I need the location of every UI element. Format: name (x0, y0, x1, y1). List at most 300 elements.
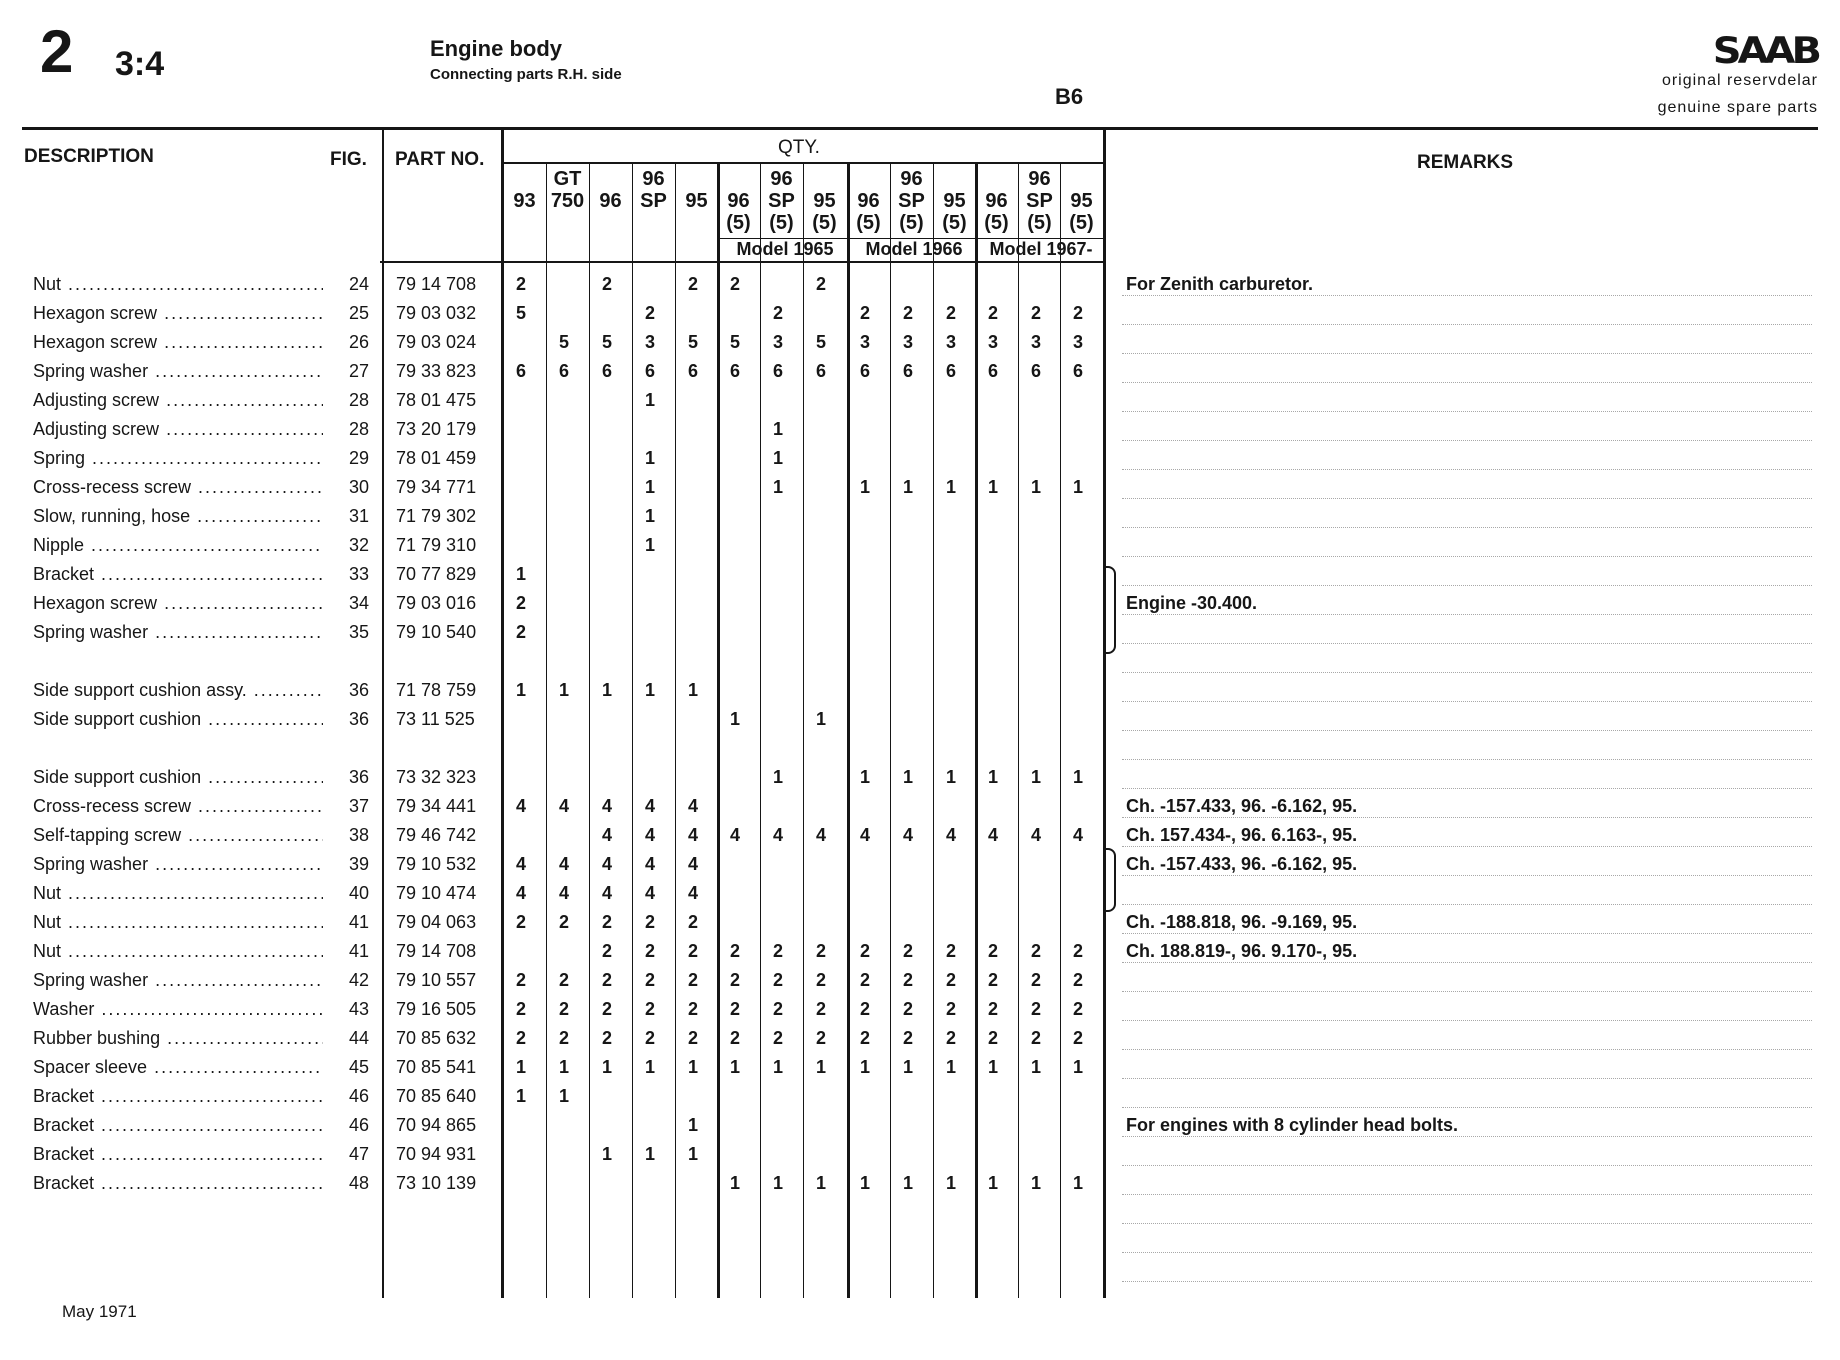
qty-cell: 1 (515, 564, 526, 584)
fig-number: 37 (348, 796, 369, 816)
qty-col-head-l3: (5) (726, 212, 751, 234)
qty-cell: 4 (558, 796, 569, 816)
qty-cell: 2 (815, 970, 826, 990)
qty-cell: 2 (1072, 303, 1083, 323)
part-number: 70 77 829 (396, 564, 477, 584)
qty-cell: 1 (687, 680, 698, 700)
fig-number: 48 (348, 1173, 369, 1193)
fig-number: 45 (348, 1057, 369, 1077)
qty-cell: 1 (601, 680, 612, 700)
qty-col-head-l1: 96 (900, 168, 923, 190)
table-row (0, 676, 1840, 705)
qty-col-head-l2: 96 (599, 190, 622, 212)
qty-cell: 2 (945, 970, 956, 990)
part-description: Hexagon screw ..... (33, 589, 323, 618)
table-row (0, 618, 1840, 647)
part-number: 79 14 708 (396, 941, 477, 961)
fig-number: 24 (348, 274, 369, 294)
remarks-guide-line (1122, 672, 1812, 673)
qty-cell: 1 (945, 1173, 956, 1193)
part-number: 79 10 474 (396, 883, 477, 903)
part-number: 79 03 016 (396, 593, 477, 613)
qty-cell: 5 (558, 332, 569, 352)
part-number: 70 85 632 (396, 1028, 477, 1048)
part-description: Nut ..... (33, 937, 323, 966)
qty-cell: 5 (687, 332, 698, 352)
qty-cell: 2 (945, 1028, 956, 1048)
qty-cell: 4 (687, 854, 698, 874)
qty-cell: 6 (815, 361, 826, 381)
part-description: Bracket ..... (33, 1111, 323, 1140)
qty-cell: 2 (729, 999, 740, 1019)
fig-number: 26 (348, 332, 369, 352)
table-row (0, 966, 1840, 995)
table-row (0, 415, 1840, 444)
saab-logo: SAAB (1712, 29, 1818, 73)
qty-cell: 2 (772, 970, 783, 990)
qty-cell: 1 (1072, 1173, 1083, 1193)
qty-cell: 1 (772, 448, 783, 468)
qty-cell: 2 (1030, 999, 1041, 1019)
part-number: 73 10 139 (396, 1173, 477, 1193)
qty-cell: 4 (815, 825, 826, 845)
qty-cell: 2 (902, 941, 913, 961)
qty-cell: 2 (987, 941, 998, 961)
qty-col-head-l2: 93 (513, 190, 536, 212)
qty-cell: 4 (601, 825, 612, 845)
part-number: 70 94 931 (396, 1144, 477, 1164)
table-row (0, 1053, 1840, 1082)
fig-number: 31 (348, 506, 369, 526)
part-description: Spring ..... (33, 444, 323, 473)
part-number: 79 16 505 (396, 999, 477, 1019)
qty-cell: 1 (902, 1173, 913, 1193)
part-number: 70 85 640 (396, 1086, 477, 1106)
qty-cell: 4 (515, 796, 526, 816)
qty-cell: 4 (772, 825, 783, 845)
qty-cell: 5 (729, 332, 740, 352)
qty-cell: 6 (601, 361, 612, 381)
qty-cell: 2 (644, 970, 655, 990)
qty-cell: 4 (644, 825, 655, 845)
qty-cell: 1 (859, 767, 870, 787)
qty-col-head-l3: (5) (1069, 212, 1094, 234)
table-row (0, 473, 1840, 502)
part-number: 79 10 540 (396, 622, 477, 642)
remark-text: Ch. -157.433, 96. -6.162, 95. (1126, 796, 1358, 816)
qty-cell: 4 (644, 883, 655, 903)
section-number: 2 (40, 18, 74, 85)
qty-cell: 1 (644, 477, 655, 497)
table-row (0, 1082, 1840, 1111)
remark-text: Ch. 157.434-, 96. 6.163-, 95. (1126, 825, 1358, 845)
part-description: Spacer sleeve ..... (33, 1053, 323, 1082)
qty-cell: 1 (687, 1057, 698, 1077)
fig-number: 47 (348, 1144, 369, 1164)
qty-cell: 4 (1030, 825, 1041, 845)
footer-date: May 1971 (62, 1302, 137, 1321)
part-number: 70 94 865 (396, 1115, 477, 1135)
qty-cell: 2 (729, 274, 740, 294)
part-number: 79 46 742 (396, 825, 477, 845)
part-description: Nipple ..... (33, 531, 323, 560)
qty-col-head-l1: GT (553, 168, 582, 190)
fig-header: FIG. (330, 149, 367, 170)
qty-cell: 2 (772, 303, 783, 323)
part-description: Adjusting screw ..... (33, 415, 323, 444)
qty-cell: 4 (644, 854, 655, 874)
fig-number: 44 (348, 1028, 369, 1048)
remarks-header: REMARKS (1417, 152, 1514, 173)
qty-cell: 2 (1072, 999, 1083, 1019)
qty-cell: 2 (945, 999, 956, 1019)
qty-cell: 6 (515, 361, 526, 381)
part-description: Bracket ..... (33, 1169, 323, 1198)
qty-cell: 1 (902, 477, 913, 497)
tagline-english: genuine spare parts (1657, 99, 1818, 116)
table-row (0, 1024, 1840, 1053)
page-title: Engine body (430, 36, 562, 61)
qty-cell: 2 (687, 274, 698, 294)
fig-number: 30 (348, 477, 369, 497)
table-row (0, 444, 1840, 473)
qty-cell: 1 (1072, 767, 1083, 787)
qty-cell: 2 (815, 1028, 826, 1048)
qty-cell: 2 (1072, 1028, 1083, 1048)
qty-cell: 2 (729, 970, 740, 990)
qty-cell: 2 (644, 999, 655, 1019)
table-row (0, 531, 1840, 560)
qty-cell: 6 (945, 361, 956, 381)
table-row (0, 1111, 1840, 1140)
part-description: Nut ..... (33, 908, 323, 937)
qty-cell: 2 (902, 303, 913, 323)
qty-cell: 1 (987, 1173, 998, 1193)
qty-cell: 1 (1030, 767, 1041, 787)
qty-cell: 2 (687, 1028, 698, 1048)
qty-cell: 1 (772, 767, 783, 787)
qty-cell: 1 (515, 680, 526, 700)
part-description: Rubber bushing ..... (33, 1024, 323, 1053)
header-bottom-rule (380, 261, 1104, 263)
qty-cell: 2 (729, 1028, 740, 1048)
remark-text: For engines with 8 cylinder head bolts. (1126, 1115, 1459, 1135)
qty-col-head-l2: 96 (857, 190, 880, 212)
qty-cell: 1 (729, 709, 740, 729)
qty-cell: 1 (902, 767, 913, 787)
part-number: 73 32 323 (396, 767, 477, 787)
part-description: Spring washer ..... (33, 357, 323, 386)
qty-cell: 1 (1072, 477, 1083, 497)
qty-col-head-l2: 96 (985, 190, 1008, 212)
qty-cell: 1 (601, 1144, 612, 1164)
qty-col-head-l2: 95 (943, 190, 966, 212)
part-description: Side support cushion ..... (33, 763, 323, 792)
remark-text: Ch. -157.433, 96. -6.162, 95. (1126, 854, 1358, 874)
qty-cell: 6 (1072, 361, 1083, 381)
fig-number: 33 (348, 564, 369, 584)
qty-col-head-l2: SP (640, 190, 667, 212)
fig-number: 46 (348, 1115, 369, 1135)
qty-cell: 3 (902, 332, 913, 352)
part-number: 71 78 759 (396, 680, 477, 700)
qty-cell: 2 (1030, 941, 1041, 961)
table-row (0, 386, 1840, 415)
qty-col-head-l3: (5) (899, 212, 924, 234)
qty-cell: 1 (644, 680, 655, 700)
qty-cell: 4 (601, 854, 612, 874)
table-row (0, 792, 1840, 821)
qty-col-head-l2: 95 (813, 190, 836, 212)
qty-col-head-l2: 95 (1070, 190, 1093, 212)
part-description: Nut ..... (33, 270, 323, 299)
qty-cell: 1 (515, 1086, 526, 1106)
qty-cell: 4 (987, 825, 998, 845)
qty-cell: 2 (687, 912, 698, 932)
part-number: 79 34 771 (396, 477, 477, 497)
qty-cell: 6 (859, 361, 870, 381)
qty-cell: 1 (687, 1115, 698, 1135)
qty-cell: 2 (772, 1028, 783, 1048)
qty-cell: 2 (945, 941, 956, 961)
qty-cell: 1 (815, 1173, 826, 1193)
qty-col-head-l2: 95 (685, 190, 708, 212)
table-row (0, 328, 1840, 357)
fig-number: 28 (348, 390, 369, 410)
fig-number: 32 (348, 535, 369, 555)
qty-cell: 4 (687, 825, 698, 845)
qty-cell: 2 (601, 970, 612, 990)
part-number: 79 33 823 (396, 361, 477, 381)
qty-cell: 2 (987, 970, 998, 990)
remark-text: Ch. 188.819-, 96. 9.170-, 95. (1126, 941, 1358, 961)
part-description: Spring washer ..... (33, 966, 323, 995)
fig-number: 36 (348, 709, 369, 729)
qty-cell: 2 (644, 1028, 655, 1048)
qty-cell: 1 (945, 1057, 956, 1077)
group-code: B6 (1055, 84, 1084, 109)
qty-col-head-l2: SP (1026, 190, 1053, 212)
qty-cell: 2 (515, 1028, 526, 1048)
part-no-header: PART NO. (395, 149, 485, 170)
qty-col-head-l2: SP (768, 190, 795, 212)
qty-cell: 1 (945, 767, 956, 787)
part-description: Hexagon screw ..... (33, 328, 323, 357)
qty-cell: 1 (1030, 1173, 1041, 1193)
part-description: Spring washer ..... (33, 850, 323, 879)
remarks-guide-line (1122, 1223, 1812, 1224)
part-description: Spring washer ..... (33, 618, 323, 647)
part-number: 79 10 532 (396, 854, 477, 874)
qty-cell: 1 (558, 1086, 569, 1106)
qty-col-head-l1: 96 (642, 168, 665, 190)
fig-number: 35 (348, 622, 369, 642)
qty-cell: 2 (815, 941, 826, 961)
qty-cell: 2 (687, 970, 698, 990)
table-row (0, 299, 1840, 328)
qty-col-head-l2: SP (898, 190, 925, 212)
qty-cell: 2 (902, 1028, 913, 1048)
remarks-guide-line (1122, 1252, 1812, 1253)
model-1966-label: Model 1966 (865, 239, 963, 259)
fig-number: 41 (348, 941, 369, 961)
qty-cell: 2 (772, 941, 783, 961)
qty-cell: 1 (772, 477, 783, 497)
qty-cell: 4 (644, 796, 655, 816)
qty-cell: 1 (902, 1057, 913, 1077)
part-number: 79 10 557 (396, 970, 477, 990)
qty-cell: 4 (687, 796, 698, 816)
qty-cell: 1 (644, 1144, 655, 1164)
qty-cell: 2 (601, 999, 612, 1019)
qty-cell: 1 (644, 448, 655, 468)
fig-number: 46 (348, 1086, 369, 1106)
part-description: Bracket ..... (33, 560, 323, 589)
qty-cell: 2 (515, 912, 526, 932)
qty-cell: 2 (859, 999, 870, 1019)
qty-cell: 1 (772, 1173, 783, 1193)
table-row (0, 937, 1840, 966)
qty-cell: 2 (1072, 970, 1083, 990)
qty-cell: 1 (987, 477, 998, 497)
table-row (0, 589, 1840, 618)
qty-cell: 3 (945, 332, 956, 352)
qty-cell: 2 (1030, 303, 1041, 323)
table-row (0, 357, 1840, 386)
qty-cell: 3 (1030, 332, 1041, 352)
part-number: 78 01 459 (396, 448, 477, 468)
tagline-swedish: original reservdelar (1661, 72, 1818, 89)
table-row (0, 995, 1840, 1024)
part-number: 73 11 525 (396, 709, 475, 729)
qty-cell: 6 (987, 361, 998, 381)
remark-text: Engine -30.400. (1126, 593, 1258, 613)
qty-cell: 3 (644, 332, 655, 352)
fig-number: 25 (348, 303, 369, 323)
qty-cell: 6 (687, 361, 698, 381)
part-number: 79 14 708 (396, 274, 477, 294)
qty-cell: 2 (687, 941, 698, 961)
qty-cell: 6 (1030, 361, 1041, 381)
qty-cell: 1 (1030, 477, 1041, 497)
qty-col-head-l3: (5) (856, 212, 881, 234)
qty-cell: 4 (945, 825, 956, 845)
qty-cell: 4 (558, 883, 569, 903)
remarks-guide-line (1122, 1281, 1812, 1282)
part-description: Adjusting screw ..... (33, 386, 323, 415)
qty-cell: 2 (1030, 1028, 1041, 1048)
qty-cell: 2 (601, 912, 612, 932)
qty-cell: 3 (859, 332, 870, 352)
table-row (0, 1140, 1840, 1169)
qty-cell: 2 (859, 1028, 870, 1048)
qty-cell: 1 (859, 477, 870, 497)
qty-cell: 4 (859, 825, 870, 845)
fig-number: 34 (348, 593, 369, 613)
qty-cell: 6 (902, 361, 913, 381)
qty-cell: 3 (987, 332, 998, 352)
table-row (0, 705, 1840, 734)
table-row (0, 908, 1840, 937)
part-number: 78 01 475 (396, 390, 477, 410)
part-description: Side support cushion ..... (33, 705, 323, 734)
qty-cell: 2 (902, 970, 913, 990)
qty-cell: 2 (1030, 970, 1041, 990)
page-number: 3:4 (115, 45, 165, 83)
qty-cell: 2 (772, 999, 783, 1019)
qty-cell: 2 (987, 1028, 998, 1048)
qty-cell: 2 (558, 912, 569, 932)
table-row (0, 879, 1840, 908)
qty-cell: 2 (815, 274, 826, 294)
qty-cell: 1 (772, 419, 783, 439)
qty-cell: 2 (515, 593, 526, 613)
qty-col-head-l1: 96 (770, 168, 793, 190)
part-number: 79 34 441 (396, 796, 477, 816)
fig-number: 27 (348, 361, 369, 381)
qty-cell: 2 (558, 1028, 569, 1048)
qty-col-head-l3: (5) (984, 212, 1009, 234)
qty-cell: 6 (558, 361, 569, 381)
qty-cell: 6 (729, 361, 740, 381)
qty-cell: 5 (601, 332, 612, 352)
qty-cell: 2 (644, 941, 655, 961)
qty-col-head-l2: 96 (727, 190, 750, 212)
qty-cell: 1 (1030, 1057, 1041, 1077)
qty-cell: 1 (644, 1057, 655, 1077)
qty-cell: 2 (945, 303, 956, 323)
qty-cell: 2 (1072, 941, 1083, 961)
qty-cell: 1 (558, 680, 569, 700)
model-1967-label: Model 1967- (989, 239, 1093, 259)
remark-text: For Zenith carburetor. (1126, 274, 1314, 294)
qty-cell: 2 (859, 970, 870, 990)
qty-cell: 3 (1072, 332, 1083, 352)
qty-cell: 2 (729, 941, 740, 961)
qty-cell: 2 (859, 941, 870, 961)
qty-cell: 1 (815, 709, 826, 729)
qty-cell: 1 (729, 1173, 740, 1193)
qty-cell: 2 (515, 274, 526, 294)
fig-number: 40 (348, 883, 369, 903)
qty-cell: 1 (945, 477, 956, 497)
qty-col-head-l3: (5) (812, 212, 837, 234)
remarks-guide-line (1122, 759, 1812, 760)
qty-cell: 1 (772, 1057, 783, 1077)
qty-cell: 2 (687, 999, 698, 1019)
part-description: Slow, running, hose ..... (33, 502, 323, 531)
fig-number: 36 (348, 767, 369, 787)
model-1965-label: Model 1965 (736, 239, 834, 259)
qty-cell: 4 (515, 854, 526, 874)
fig-number: 42 (348, 970, 369, 990)
fig-number: 43 (348, 999, 369, 1019)
qty-cell: 4 (902, 825, 913, 845)
fig-number: 39 (348, 854, 369, 874)
qty-cell: 2 (558, 999, 569, 1019)
qty-cell: 4 (515, 883, 526, 903)
qty-cell: 2 (859, 303, 870, 323)
part-description: Hexagon screw ..... (33, 299, 323, 328)
qty-col-head-l3: (5) (942, 212, 967, 234)
qty-cell: 2 (558, 970, 569, 990)
table-row (0, 502, 1840, 531)
qty-cell: 2 (601, 1028, 612, 1048)
qty-cell: 2 (515, 622, 526, 642)
table-row (0, 821, 1840, 850)
qty-cell: 6 (772, 361, 783, 381)
part-description: Cross-recess screw ..... (33, 473, 323, 502)
